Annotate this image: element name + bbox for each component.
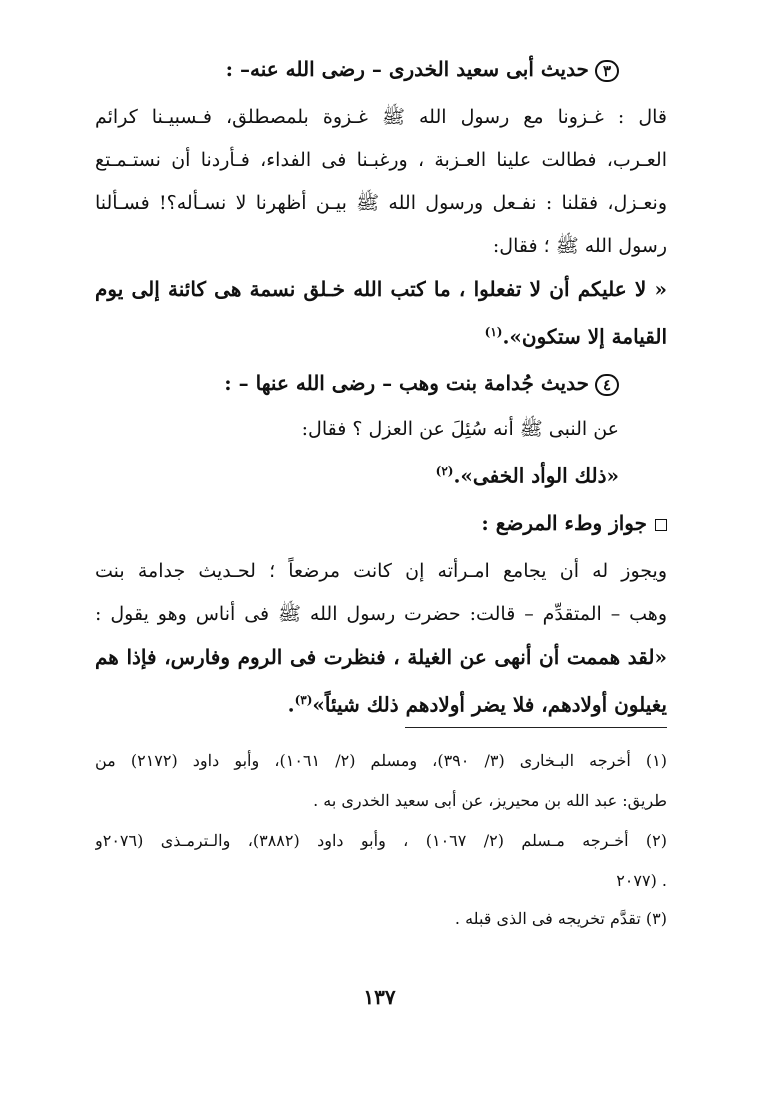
section-line-1: ويجوز له أن يجامع امـرأته إن كانت مرضعاً ؛ لحـديث جدامة بنت — [95, 560, 667, 582]
hadith-4-line-1: عن النبى ﷺ أنه سُئِلَ عن العزل ؟ فقال: — [301, 418, 619, 440]
section-line-2: وهب – المتقدِّم – قالت: حضرت رسول الله ﷺ فى أناس وهو يقول : — [95, 603, 667, 625]
footnote-2-line-1: (٢) أخـرجه مـسلم (٢/ ١٠٦٧) ، وأبو داود (٣٨٨٢)، والـترمـذى (٢٠٧٦و — [95, 831, 667, 850]
hadith-3-title: حديث أبى سعيد الخدرى – رضى الله عنه– : — [225, 57, 589, 81]
hadith-3-line-2: العـرب، فطالت علينا العـزبة ، ورغبـنا فى الفداء، فـأردنا أن نستـمـتع — [95, 149, 667, 171]
section-quote-line-2 — [95, 685, 667, 720]
hadith-4-quote-text: «ذلك الوأد الخفى». — [453, 463, 619, 488]
hadith-3-quote-text: القيامة إلا ستكون». — [502, 324, 667, 349]
hadith-number-badge: ٤ — [595, 374, 619, 396]
section-quote-end: . — [287, 692, 295, 717]
footnote-divider — [405, 727, 667, 728]
footnote-ref-1: (١) — [484, 325, 503, 339]
page-number: ١٣٧ — [363, 985, 396, 1009]
hadith-3-line-1: قال : غـزونا مع رسول الله ﷺ غـزوة بلمصطلق، فـسبيـنا كرائم — [95, 106, 667, 128]
hadith-4-heading — [99, 368, 619, 398]
hadith-3-heading — [99, 54, 619, 84]
square-bullet-icon — [655, 519, 667, 531]
hadith-3-line-4: رسول الله ﷺ ؛ فقال: — [492, 235, 667, 257]
hadith-3-quote-line-2 — [95, 317, 667, 352]
section-quote-text: يغيلون أولادهم، فلا يضر أولادهم ذلك شيئاً» — [312, 692, 667, 717]
hadith-4-title: حديث جُدامة بنت وهب – رضى الله عنها – : — [224, 371, 589, 395]
footnote-ref-2: (٢) — [435, 464, 454, 478]
footnote-3: (٣) تقدَّم تخريجه فى الذى قبله . — [454, 909, 667, 928]
footnote-2-line-2: . (٢٠٧٧ — [616, 871, 667, 890]
hadith-4-quote — [99, 456, 619, 491]
hadith-3-line-3: ونعـزل، فقلنا : نفـعل ورسول الله ﷺ بيـن أظهرنا لا نسـأله؟! فسـألنا — [95, 192, 667, 214]
footnote-1-line-2: طريق: عبد الله بن محيريز، عن أبى سعيد الخدرى به . — [313, 791, 667, 810]
footnote-ref-3: (٣) — [294, 693, 313, 707]
footnote-1-line-1: (١) أخرجه البـخارى (٣/ ٣٩٠)، ومسلم (٢/ ١٠٦١)، وأبو داود (٢١٧٢) من — [95, 751, 667, 770]
section-quote-line-1: «لقد هممت أن أنهى عن الغيلة ، فنظرت فى الروم وفارس، فإذا هم — [95, 645, 667, 669]
hadith-number-badge: ٣ — [595, 60, 619, 82]
hadith-3-quote-line-1: « لا عليكم أن لا تفعلوا ، ما كتب الله خـلق نسمة هى كائنة إلى يوم — [95, 277, 667, 301]
section-title: جواز وطء المرضع : — [481, 511, 647, 535]
section-heading — [95, 508, 667, 538]
